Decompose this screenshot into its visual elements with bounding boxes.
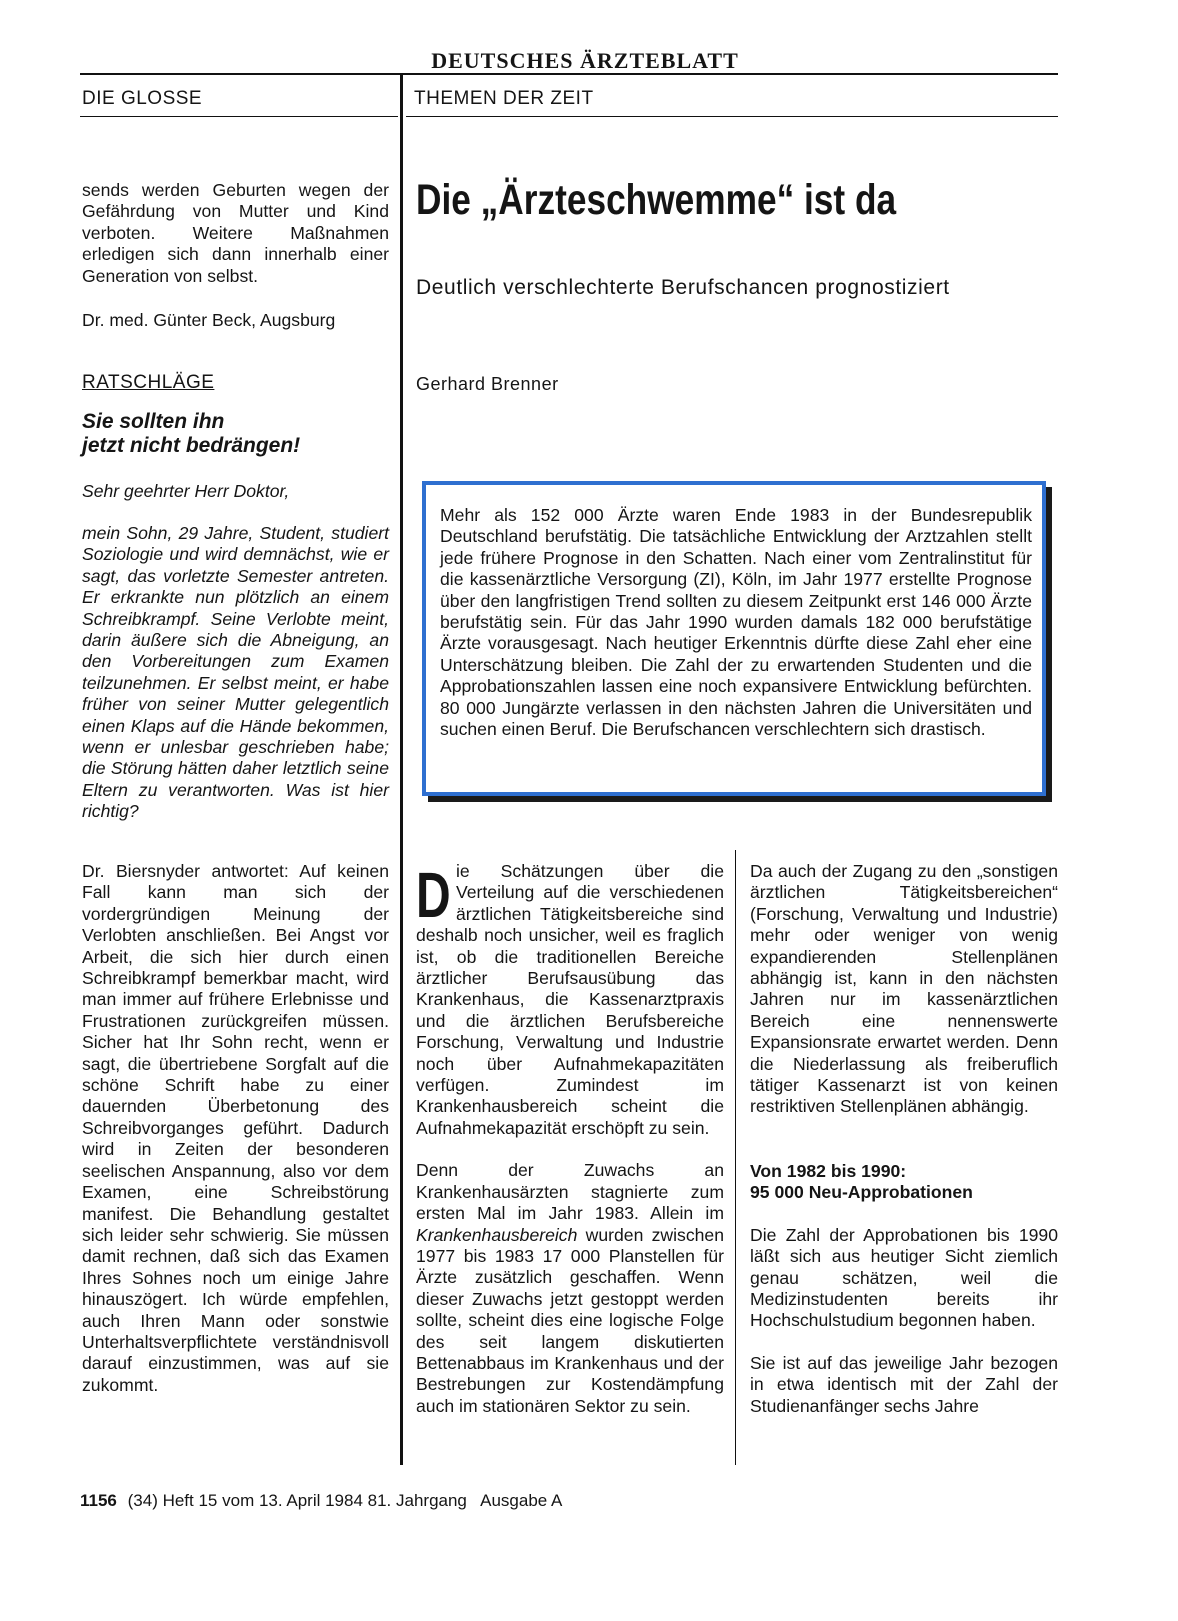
article-col1-paragraph-2-italic: Krankenhausbereich bbox=[416, 1224, 578, 1245]
article-col1-paragraph-2 bbox=[416, 1160, 724, 1417]
article-col1-paragraph-2-start: Denn der Zuwachs an Krankenhausärzten stagnierte zum ersten Mal im Jahr 1983. Allein im bbox=[416, 1160, 724, 1224]
letter-text: mein Sohn, 29 Jahre, Student, studiert Soziologie und wird demnächst, wie er sagt, das vorletzte Semester antreten. Er erkrankte nun plötzlich an einem Schreibkrampf. Seine Verlobte meint, darin äußere sich die Abneigung, an den Vorbereitungen zum Examen teilzunehmen. Er selbst meint, er habe früher von seiner Mutter gelegentlich einen Klaps auf die Hände bekommen, wenn er unlesbar geschrieben habe; die Störung hätten daher letztlich seine Eltern zu verantworten. Was ist hier richtig? bbox=[82, 523, 389, 822]
right-header-bottom-rule bbox=[406, 116, 1058, 117]
ratschlaege-title-line-2: jetzt nicht bedrängen! bbox=[82, 434, 301, 457]
ratschlaege-label: RATSCHLÄGE bbox=[82, 372, 215, 393]
article-col2-paragraph-3: Sie ist auf das jeweilige Jahr bezogen in etwa identisch mit der Zahl der Studienanfänger sechs Jahre bbox=[750, 1352, 1058, 1416]
masthead: DEUTSCHES ÄRZTEBLATT bbox=[431, 48, 739, 73]
article-title: Die „Ärzteschwemme“ ist da bbox=[416, 176, 897, 224]
glosse-end-text: sends werden Geburten wegen der Gefährdung von Mutter und Kind verboten. Weitere Maßnahmen erledigen sich dann innerhalb einer Generation von selbst. bbox=[82, 180, 389, 286]
subhead-line-1: Von 1982 bis 1990: bbox=[750, 1160, 907, 1181]
glosse-author: Dr. med. Günter Beck, Augsburg bbox=[82, 310, 336, 330]
letter-salutation: Sehr geehrter Herr Doktor, bbox=[82, 481, 290, 501]
ratschlaege-title-line-1: Sie sollten ihn bbox=[82, 410, 225, 433]
section-label-left: DIE GLOSSE bbox=[82, 88, 203, 109]
left-header-bottom-rule bbox=[80, 116, 398, 117]
summary-box bbox=[422, 481, 1046, 796]
column-divider bbox=[400, 73, 403, 1465]
article-col2-paragraph-2: Die Zahl der Approbationen bis 1990 läßt sich aus heutiger Sicht ziemlich genau schätzen, weil die Medizinstudenten bereits ihr Hochschulstudium begonnen haben. bbox=[750, 1224, 1058, 1331]
article-col1-paragraph-1 bbox=[416, 861, 724, 1139]
article-column-2 bbox=[750, 861, 1058, 1417]
article-subtitle: Deutlich verschlechterte Berufschancen prognostiziert bbox=[416, 276, 950, 299]
article-column-1 bbox=[416, 861, 724, 1417]
article-col1-paragraph-2-end: wurden zwischen 1977 bis 1983 17 000 Planstellen für Ärzte zusätzlich geschaffen. Wenn dieser Zuwachs jetzt gestoppt werden sollte, scheint dies eine logische Folge des seit langem diskutierten Bettenabbaus im Krankenhaus und der Bestrebungen zur Kostendämpfung auch im stationären Sektor zu sein. bbox=[416, 1224, 724, 1416]
footer-issue-info: (34) Heft 15 vom 13. April 1984 81. Jahrgang Ausgabe A bbox=[127, 1491, 563, 1510]
header-top-rule bbox=[80, 73, 1058, 75]
page-number: 1156 bbox=[80, 1491, 117, 1510]
summary-text: Mehr als 152 000 Ärzte waren Ende 1983 in der Bundesrepublik Deutschland berufstätig. Die tatsächliche Entwicklung der Arztzahlen stellt jede frühere Prognose in den Schatten. Nach einer vom Zentralinstitut für die kassenärztliche Versorgung (ZI), Köln, im Jahr 1977 erstellte Prognose über den langfristigen Trend sollten zu diesem Zeitpunkt erst 146 000 Ärzte berufstätig sein. Für das Jahr 1990 wurden damals 182 000 berufstätige Ärzte vorausgesagt. Nach heutiger Erkenntnis dürfte diese Zahl eher eine Unterschätzung bleiben. Die Zahl der zu erwartenden Studenten und die Approbationszahlen lassen eine noch expansivere Entwicklung befürchten. 80 000 Jungärzte verlassen in den nächsten Jahren die Universitäten und suchen einen Beruf. Die Berufschancen verschlechtern sich drastisch. bbox=[440, 505, 1032, 740]
answer-text: Dr. Biersnyder antwortet: Auf keinen Fall kann man sich der vordergründigen Meinung der Verlobten anschließen. Bei Angst vor Arbeit, die sich hier durch einen Schreibkrampf bemerkbar macht, wird man immer auf frühere Erlebnisse und Frustrationen zurückgreifen müssen. Sicher hat Ihr Sohn recht, wenn er sagt, die übertriebene Sorgfalt auf die schöne Schrift habe zu einer dauernden Überbetonung des Schreibvorganges geführt. Dadurch wird in Zeiten der besonderen seelischen Anspannung, also vor dem Examen, eine Schreibstörung manifest. Die Behandlung gestaltet sich leider sehr schwierig. Sie müssen damit rechnen, daß sich das Examen Ihres Sohnes noch um einige Jahre hinauszögert. Ich würde empfehlen, auch Ihren Mann oder sonstwie Unterhaltsverpflichtete verständnisvoll darauf einzustimmen, was auf sie zukommt. bbox=[82, 861, 389, 1395]
subhead-line-2: 95 000 Neu-Approbationen bbox=[750, 1182, 973, 1203]
section-label-right: THEMEN DER ZEIT bbox=[414, 88, 594, 109]
article-column-divider bbox=[735, 850, 736, 1465]
article-author: Gerhard Brenner bbox=[416, 374, 559, 394]
drop-cap: D bbox=[416, 859, 451, 931]
article-col1-paragraph-1-text: ie Schätzungen über die Verteilung auf die verschiedenen ärztlichen Tätigkeitsbereiche sind deshalb noch unsicher, weil es fraglich ist, ob die traditionellen Bereiche ärztlicher Berufsausübung das Krankenhaus, die Kassenarztpraxis und die ärztlichen Berufsbereiche Forschung, Verwaltung und Industrie noch über Aufnahmekapazitäten verfügen. Zumindest im Krankenhausbereich scheint die Aufnahmekapazität erschöpft zu sein. bbox=[416, 861, 724, 1138]
page-footer bbox=[80, 1491, 562, 1511]
article-col2-paragraph-1: Da auch der Zugang zu den „sonstigen ärztlichen Tätigkeitsbereichen“ (Forschung, Verwaltung und Industrie) mehr oder weniger von wenig expandierenden Stellenplänen abhängig ist, kann in den nächsten Jahren nur im kassenärztlichen Bereich eine nennenswerte Expansionsrate erwartet werden. Denn die Niederlassung als freiberuflich tätiger Kassenarzt ist von keinen restriktiven Stellenplänen abhängig. bbox=[750, 861, 1058, 1117]
